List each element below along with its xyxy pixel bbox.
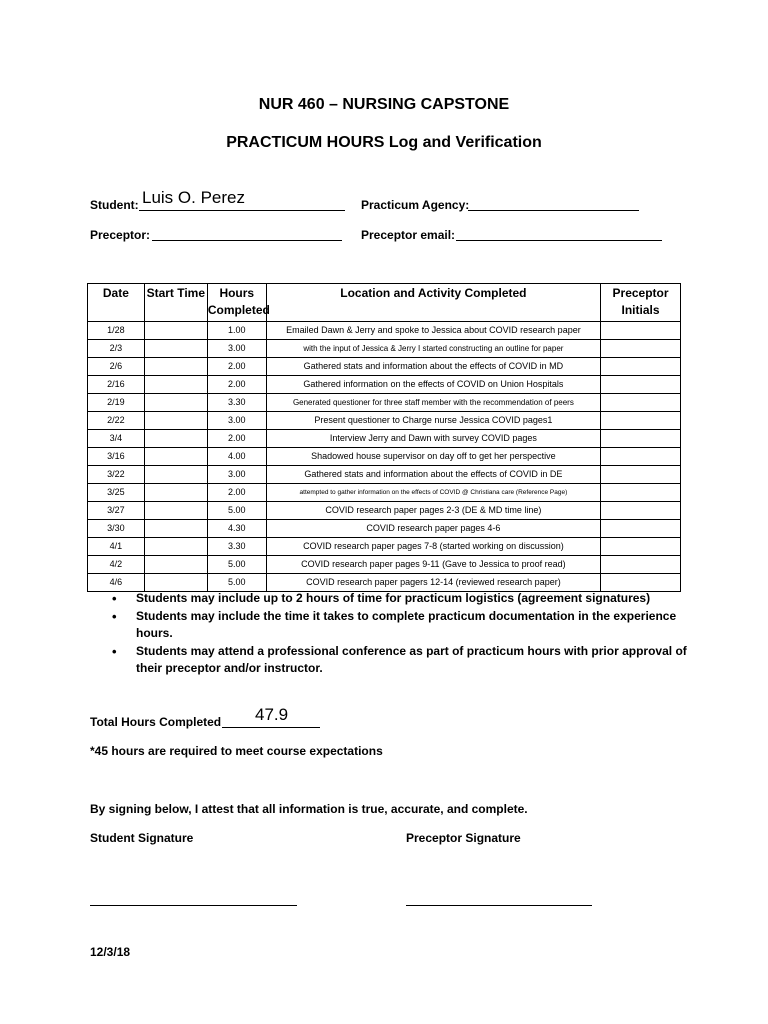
hours-cell: 4.00 (207, 448, 266, 466)
date-cell: 4/2 (88, 556, 145, 574)
table-row (88, 340, 681, 358)
initials-cell (601, 556, 681, 574)
table-row (88, 538, 681, 556)
date-cell: 2/6 (88, 358, 145, 376)
hours-cell: 1.00 (207, 322, 266, 340)
date-cell: 2/16 (88, 376, 145, 394)
activity-cell: COVID research paper pages 2-3 (DE & MD time line) (266, 502, 600, 520)
footer-date: 12/3/18 (90, 945, 131, 959)
table-row (88, 358, 681, 376)
activity-cell: attempted to gather information on the effects of COVID @ Christiana care (Reference Page) (266, 484, 600, 502)
start-time-cell (144, 340, 207, 358)
start-time-cell (144, 322, 207, 340)
initials-cell (601, 412, 681, 430)
student-signature-label: Student Signature (90, 831, 194, 845)
hours-cell: 2.00 (207, 376, 266, 394)
initials-cell (601, 484, 681, 502)
total-hours-label: Total Hours Completed (90, 715, 222, 729)
hours-cell: 5.00 (207, 556, 266, 574)
hours-cell: 2.00 (207, 430, 266, 448)
hours-requirement-note: *45 hours are required to meet course expectations (90, 744, 383, 758)
activity-cell: Present questioner to Charge nurse Jessica COVID pages1 (266, 412, 600, 430)
initials-cell (601, 394, 681, 412)
activity-cell: COVID research paper pagers 12-14 (reviewed research paper) (266, 574, 600, 592)
table-row (88, 520, 681, 538)
hours-cell: 3.30 (207, 394, 266, 412)
hours-log-table (87, 283, 681, 592)
start-time-cell (144, 466, 207, 484)
hours-cell: 5.00 (207, 502, 266, 520)
initials-cell (601, 466, 681, 484)
start-time-cell (144, 448, 207, 466)
activity-cell: Emailed Dawn & Jerry and spoke to Jessica about COVID research paper (266, 322, 600, 340)
table-row (88, 556, 681, 574)
preceptor-email-field-line (456, 228, 662, 241)
hours-cell: 3.00 (207, 412, 266, 430)
table-row (88, 466, 681, 484)
preceptor-signature-label: Preceptor Signature (406, 831, 521, 845)
start-time-cell (144, 412, 207, 430)
date-cell: 3/25 (88, 484, 145, 502)
header-preceptor-initials: Preceptor Initials (601, 284, 681, 322)
preceptor-email-label: Preceptor email: (361, 228, 456, 242)
table-row (88, 574, 681, 592)
note-item: • Students may include the time it takes to complete practicum documentation in the experience hours. (112, 608, 692, 643)
activity-cell: Interview Jerry and Dawn with survey COVID pages (266, 430, 600, 448)
activity-cell: Gathered stats and information about the effects of COVID in MD (266, 358, 600, 376)
preceptor-label: Preceptor: (90, 228, 151, 242)
activity-cell: COVID research paper pages 7-8 (started working on discussion) (266, 538, 600, 556)
start-time-cell (144, 430, 207, 448)
student-label: Student: (90, 198, 139, 212)
student-name-value: Luis O. Perez (142, 188, 245, 207)
initials-cell (601, 574, 681, 592)
initials-cell (601, 448, 681, 466)
form-title: PRACTICUM HOURS Log and Verification (226, 134, 542, 151)
hours-cell: 3.00 (207, 340, 266, 358)
hours-cell: 5.00 (207, 574, 266, 592)
activity-cell: COVID research paper pages 9-11 (Gave to Jessica to proof read) (266, 556, 600, 574)
hours-cell: 3.00 (207, 466, 266, 484)
table-row (88, 322, 681, 340)
start-time-cell (144, 502, 207, 520)
header-start-time: Start Time (144, 284, 207, 322)
activity-cell: with the input of Jessica & Jerry I started constructing an outline for paper (266, 340, 600, 358)
total-hours-value: 47.9 (255, 705, 289, 724)
note-item: • Students may attend a professional conference as part of practicum hours with prior approval of their preceptor and/or instructor. (112, 643, 692, 678)
start-time-cell (144, 376, 207, 394)
start-time-cell (144, 520, 207, 538)
activity-cell: Generated questioner for three staff member with the recommendation of peers (266, 394, 600, 412)
table-row (88, 448, 681, 466)
initials-cell (601, 322, 681, 340)
date-cell: 3/27 (88, 502, 145, 520)
start-time-cell (144, 556, 207, 574)
table-header-row (88, 284, 681, 322)
agency-label: Practicum Agency: (361, 198, 470, 212)
date-cell: 1/28 (88, 322, 145, 340)
header-date: Date (88, 284, 145, 322)
date-cell: 2/3 (88, 340, 145, 358)
preceptor-signature-line (406, 904, 592, 906)
start-time-cell (144, 358, 207, 376)
initials-cell (601, 502, 681, 520)
start-time-cell (144, 574, 207, 592)
date-cell: 2/19 (88, 394, 145, 412)
note-item: • Students may include up to 2 hours of time for practicum logistics (agreement signatures) (112, 590, 692, 608)
activity-cell: COVID research paper pages 4-6 (266, 520, 600, 538)
hours-cell: 4.30 (207, 520, 266, 538)
preceptor-field-line (152, 228, 342, 241)
start-time-cell (144, 394, 207, 412)
activity-cell: Gathered information on the effects of COVID on Union Hospitals (266, 376, 600, 394)
hours-cell: 2.00 (207, 484, 266, 502)
date-cell: 4/1 (88, 538, 145, 556)
date-cell: 3/30 (88, 520, 145, 538)
agency-field-line (468, 198, 639, 211)
date-cell: 3/22 (88, 466, 145, 484)
table-row (88, 484, 681, 502)
table-row (88, 376, 681, 394)
hours-cell: 3.30 (207, 538, 266, 556)
header-activity: Location and Activity Completed (266, 284, 600, 322)
table-row (88, 394, 681, 412)
initials-cell (601, 520, 681, 538)
course-title: NUR 460 – NURSING CAPSTONE (258, 96, 510, 113)
initials-cell (601, 340, 681, 358)
initials-cell (601, 538, 681, 556)
activity-cell: Gathered stats and information about the effects of COVID in DE (266, 466, 600, 484)
date-cell: 2/22 (88, 412, 145, 430)
date-cell: 3/16 (88, 448, 145, 466)
table-row (88, 412, 681, 430)
table-row (88, 430, 681, 448)
table-row (88, 502, 681, 520)
student-signature-line (90, 904, 297, 906)
date-cell: 4/6 (88, 574, 145, 592)
attestation-text: By signing below, I attest that all information is true, accurate, and complete. (90, 802, 528, 816)
initials-cell (601, 376, 681, 394)
header-hours: Hours Completed (207, 284, 266, 322)
start-time-cell (144, 484, 207, 502)
initials-cell (601, 430, 681, 448)
activity-cell: Shadowed house supervisor on day off to get her perspective (266, 448, 600, 466)
initials-cell (601, 358, 681, 376)
start-time-cell (144, 538, 207, 556)
hours-cell: 2.00 (207, 358, 266, 376)
date-cell: 3/4 (88, 430, 145, 448)
notes-list (112, 590, 692, 678)
